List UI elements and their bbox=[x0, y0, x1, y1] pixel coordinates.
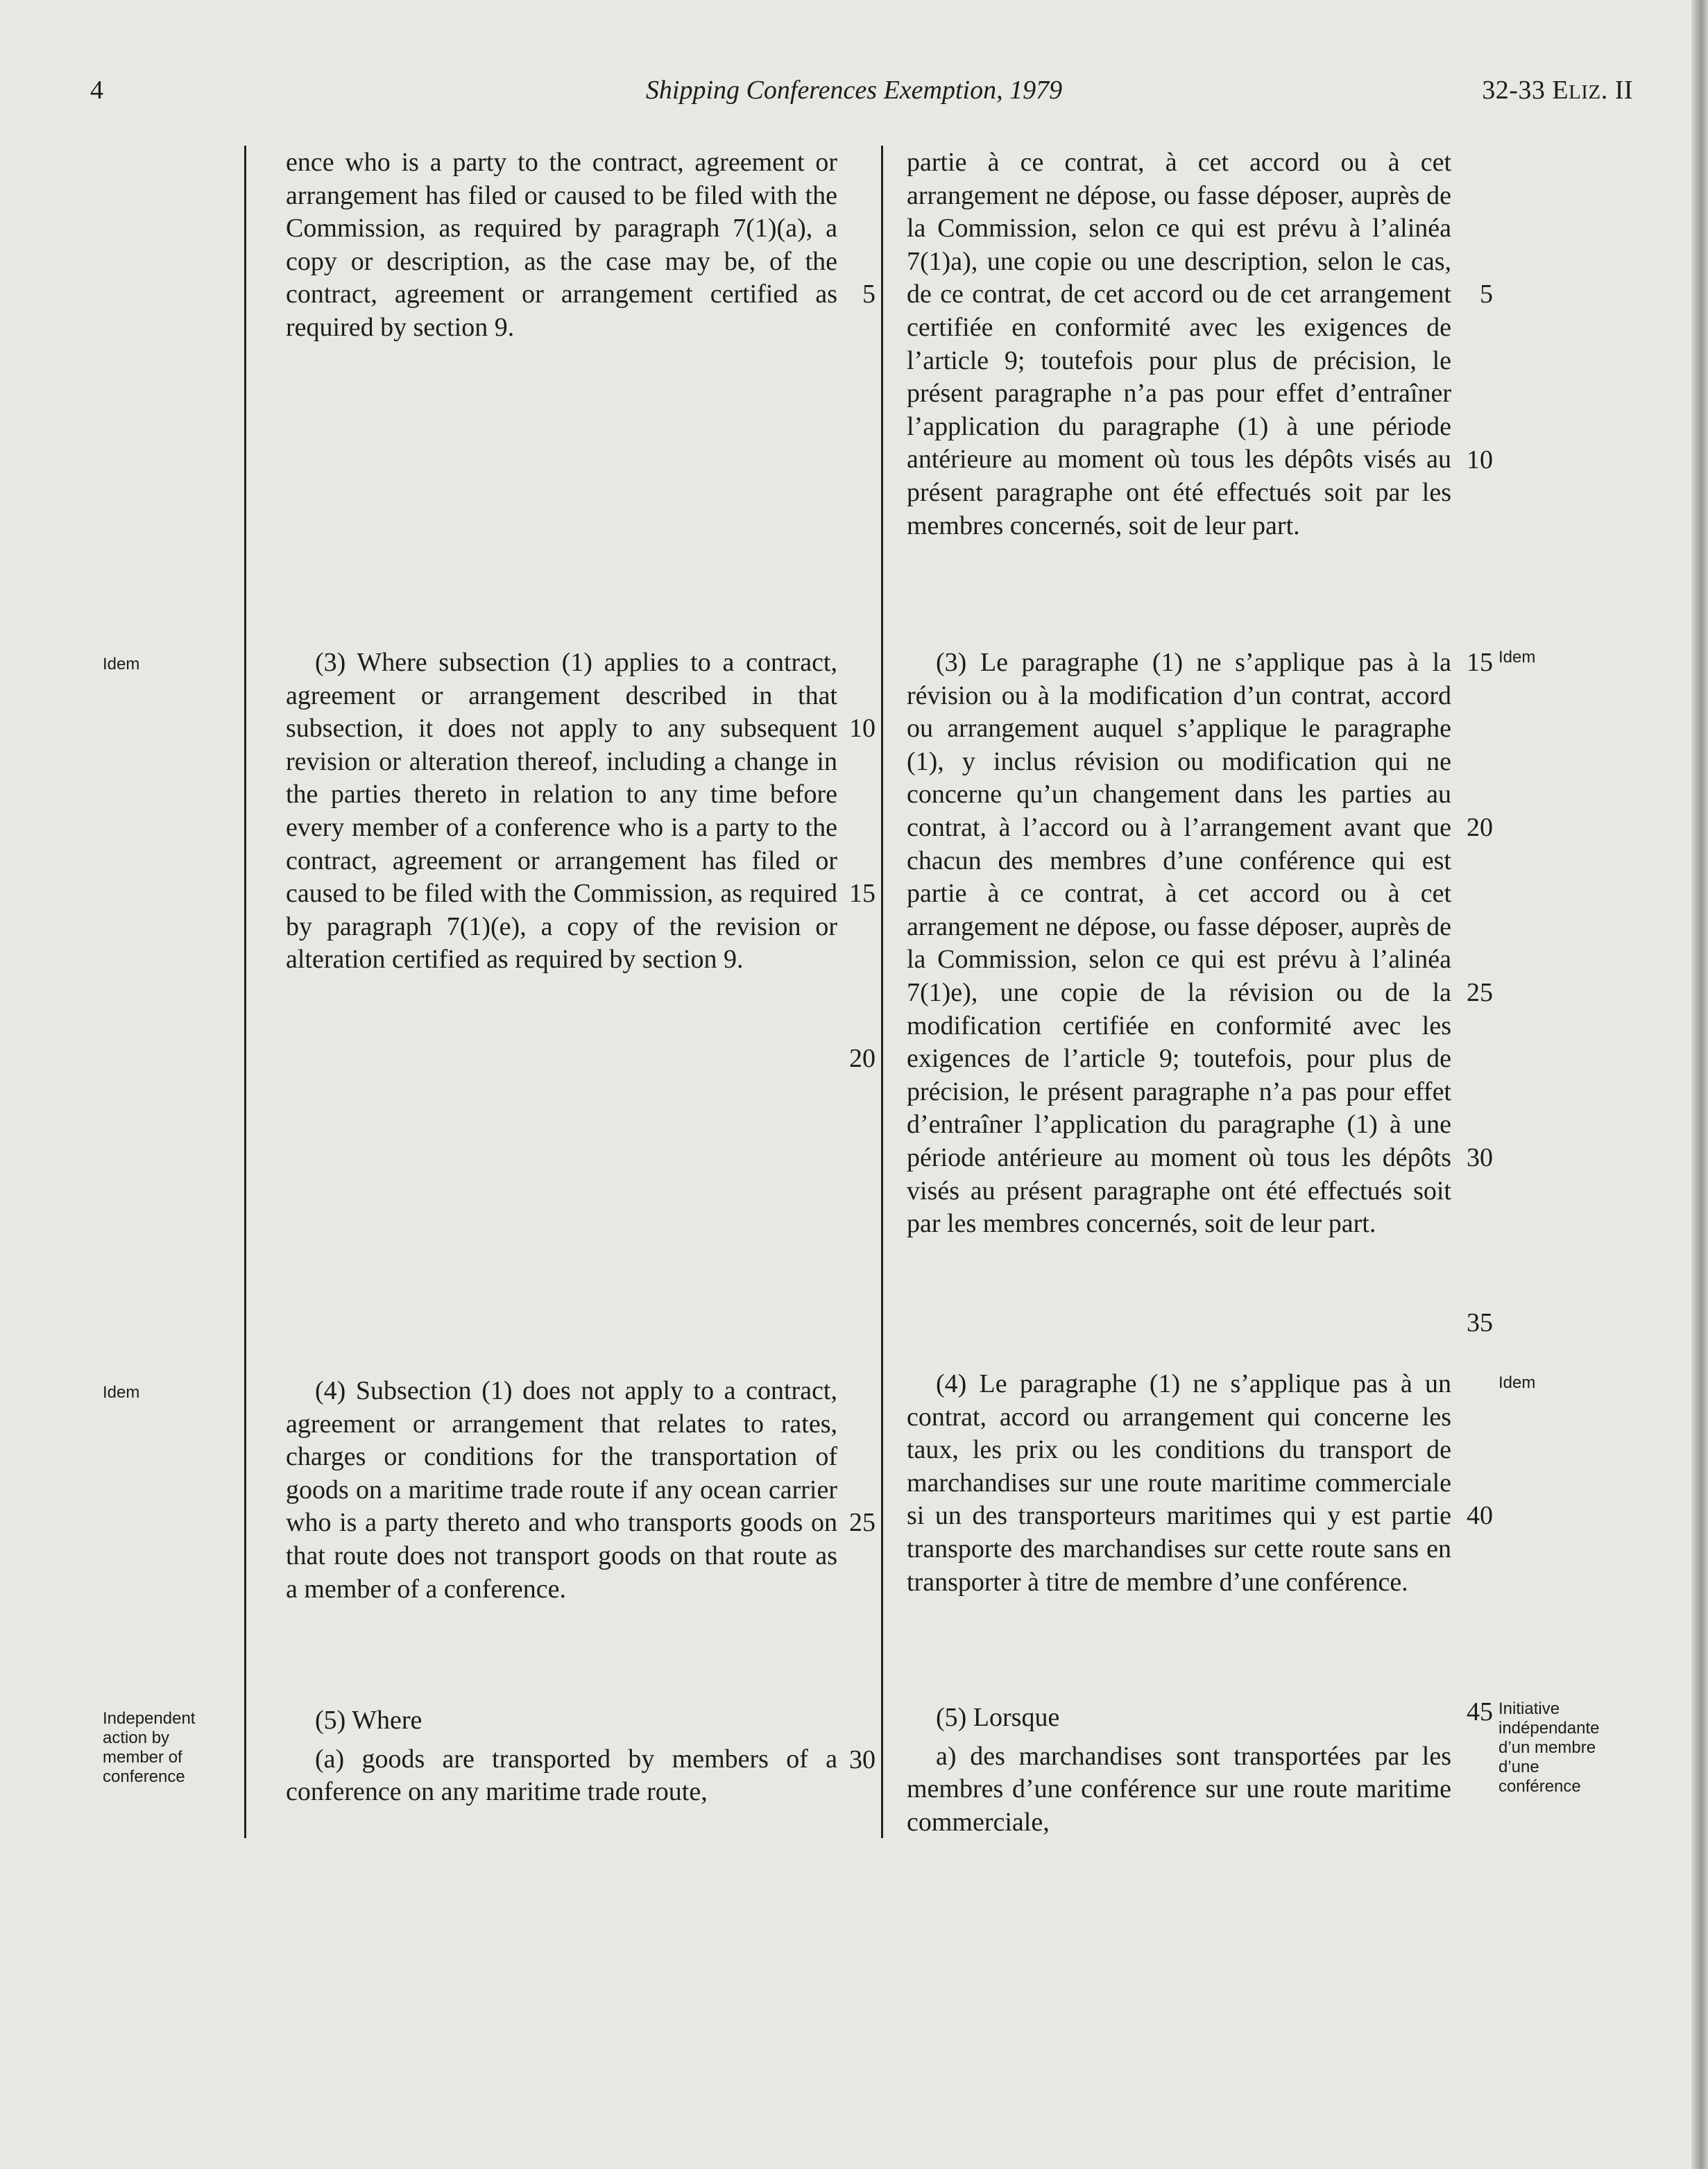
marginal-note-idem: Idem bbox=[103, 655, 140, 674]
left-column-rule bbox=[244, 146, 246, 1838]
french-paragraph-continued: partie à ce contrat, à cet accord ou à cet arrangement ne dépose, ou fasse déposer, auprès de la Commission, selon ce qui est prévu à l’alinéa 7(1)a), une copie ou une description, selon le cas, de ce contrat, de cet accord ou de cet arrangement certifiée en conformité avec les exigences de l’article 9; toutefois pour plus de précision, le présent paragraphe n’a pas pour effet d’entraîner l’application du paragraphe (1) à une période antérieure au moment où tous les dépôts visés au présent paragraphe ont été effectués soit par les membres concernés, soit de leur part. bbox=[907, 148, 1451, 540]
line-number: 30 bbox=[1467, 1143, 1493, 1172]
line-number: 10 bbox=[849, 714, 876, 743]
english-block-3 bbox=[286, 1375, 837, 1606]
line-number: 30 bbox=[849, 1745, 876, 1774]
english-paragraph-a: (a) goods are transported by members of a conference on any maritime trade route, bbox=[286, 1744, 837, 1807]
marginal-note-idem: Idem bbox=[103, 1383, 140, 1402]
french-block-1 bbox=[907, 146, 1451, 542]
line-number: 20 bbox=[849, 1044, 876, 1073]
french-subsection-5-intro: (5) Lorsque bbox=[936, 1703, 1060, 1732]
english-paragraph-continued: ence who is a party to the contract, agreement or arrangement has filed or caused to be filed with the Commission, as required by paragraph 7(1)(a), a copy or description, as the case may be, of the contract, agreement or arrangement certified as required by section 9. bbox=[286, 148, 837, 342]
page-edge-shadow bbox=[1691, 0, 1708, 2169]
running-title: Shipping Conferences Exemption, 1979 bbox=[645, 76, 1063, 105]
french-subsection-4: (4) Le paragraphe (1) ne s’applique pas à un contrat, accord ou arrangement qui concerne les taux, les prix ou les conditions du transport de marchandises sur une route maritime commerciale si un des transporteurs maritimes qui y est partie transporte des marchandises sur cette route sans en transporter à titre de membre d’une conférence. bbox=[907, 1369, 1451, 1597]
regnal-year bbox=[1482, 75, 1633, 117]
line-number: 40 bbox=[1467, 1501, 1493, 1530]
french-subsection-3: (3) Le paragraphe (1) ne s’applique pas à la révision ou à la modification d’un contrat, accord ou arrangement auquel s’applique le paragraphe (1), y inclus révision ou modification qui ne concerne qu’un changement dans les parties au contrat, à l’accord ou à l’arrangement avant que chacun des membres d’une conférence qui est partie à ce contrat, à cet accord ou à cet arrangement ne dépose, ou fasse déposer, auprès de la Commission, selon ce qui est prévu à l’alinéa 7(1)e), une copie de la révision ou de la modification certifiée en conformité avec les exigences de l’article 9; toutefois, pour plus de précision, le présent paragraphe n’a pas pour effet d’entraîner l’application du paragraphe (1) à une période antérieure au moment où tous les dépôts visés au présent paragraphe ont été effectués soit par les membres concernés, soit de leur part. bbox=[907, 648, 1451, 1239]
page-number: 4 bbox=[90, 76, 103, 105]
marginal-note-independent-action: Independent action by member of conference bbox=[103, 1709, 196, 1786]
regnal-suffix: . II bbox=[1600, 76, 1633, 105]
line-number: 5 bbox=[862, 280, 876, 309]
line-number: 35 bbox=[1467, 1308, 1493, 1337]
english-subsection-3: (3) Where subsection (1) applies to a contract, agreement or arrangement described in that subsection, it does not apply to any subsequent revision or alteration thereof, including a change in the parties thereto in relation to any time before every member of a conference who is a party to the contract, agreement or arrangement has filed or caused to be filed with the Commission, as required by paragraph 7(1)(e), a copy of the revision or alteration certified as required by section 9. bbox=[286, 648, 837, 975]
line-number: 25 bbox=[1467, 978, 1493, 1007]
marginal-note-idem: Idem bbox=[1498, 648, 1536, 667]
line-number: 10 bbox=[1467, 445, 1493, 474]
line-number: 5 bbox=[1480, 280, 1493, 309]
english-subsection-4: (4) Subsection (1) does not apply to a contract, agreement or arrangement that relates to rates, charges or conditions for the transportation of goods on a maritime trade route if any ocean carrier who is a party thereto and who transports goods on that route does not transport goods on that route as a member of a conference. bbox=[286, 1376, 837, 1604]
french-paragraph-a: a) des marchandises sont transportées par les membres d’une conférence sur une route maritime commerciale, bbox=[907, 1741, 1451, 1837]
right-column-rule bbox=[881, 146, 883, 1838]
regnal-prefix: 32-33 E bbox=[1482, 76, 1569, 105]
english-block-2 bbox=[286, 646, 837, 977]
english-block-1 bbox=[286, 146, 837, 345]
french-block-2 bbox=[907, 646, 1451, 1241]
line-number: 15 bbox=[849, 879, 876, 908]
french-block-3 bbox=[907, 1368, 1451, 1599]
line-number: 15 bbox=[1467, 648, 1493, 677]
french-block-4 bbox=[907, 1701, 1451, 1839]
line-number: 20 bbox=[1467, 813, 1493, 842]
marginal-note-initiative: Initiative indépendante d’un membre d’une conférence bbox=[1498, 1699, 1600, 1796]
regnal-small-caps: LIZ bbox=[1569, 81, 1601, 103]
english-subsection-5-intro: (5) Where bbox=[315, 1706, 422, 1735]
marginal-note-idem: Idem bbox=[1498, 1373, 1536, 1392]
line-number: 45 bbox=[1467, 1697, 1493, 1726]
english-block-4 bbox=[286, 1704, 837, 1809]
line-number: 25 bbox=[849, 1508, 876, 1537]
